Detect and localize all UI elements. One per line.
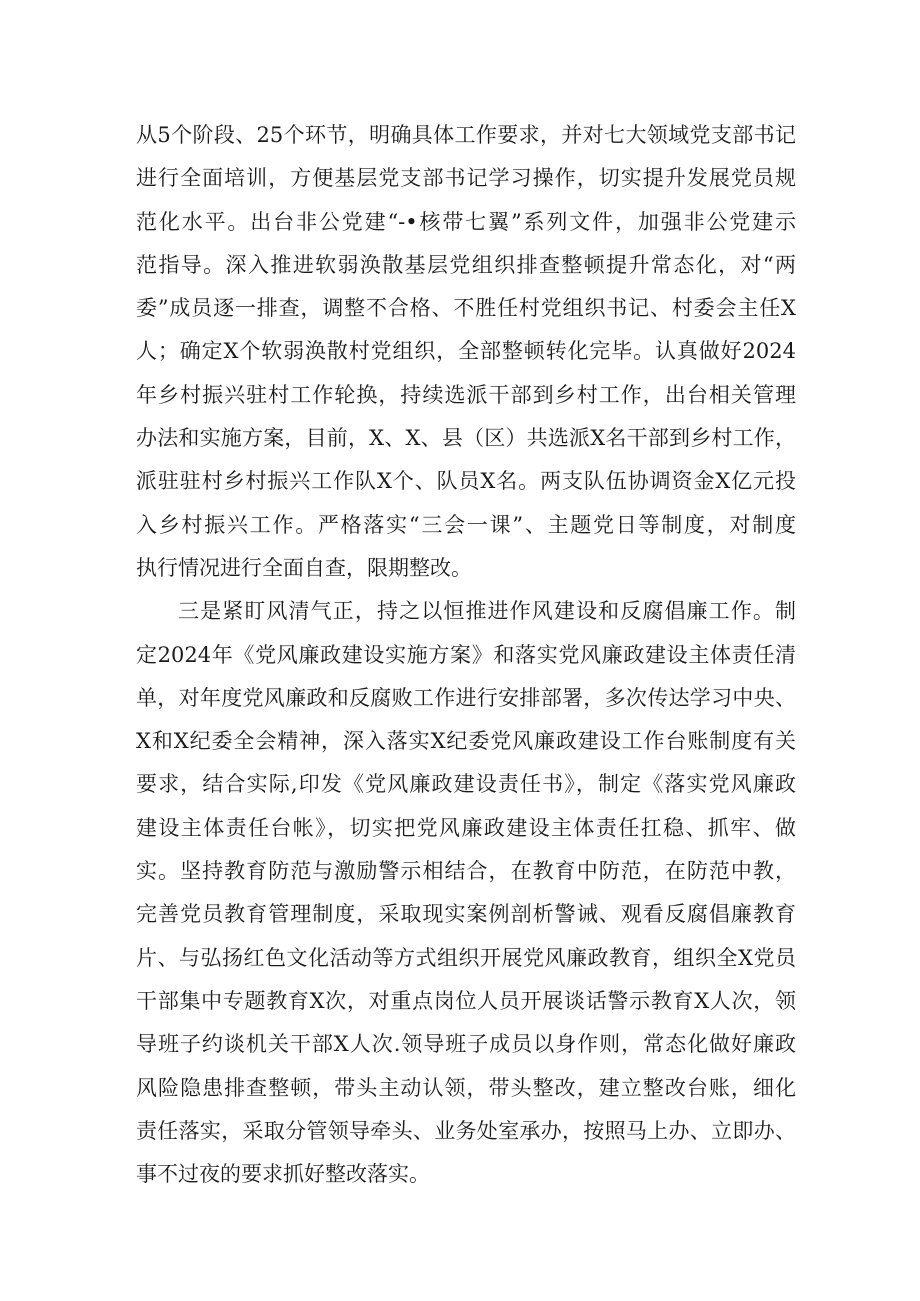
text-line: 完善党员教育管理制度，采取现实案例剖析警诫、观看反腐倡廉教育 [136, 902, 796, 927]
text-line: 事不过夜的要求抓好整改落实。 [136, 1162, 430, 1187]
text-line: 入乡村振兴工作。严格落实“三会一课”、主题党日等制度，对制度 [136, 512, 796, 537]
text-line: 从5个阶段、25个环节，明确具体工作要求，并对七大领域党支部书记 [136, 123, 796, 147]
text-line: 范化水平。出台非公党建“-•核带七翼”系列文件，加强非公党建示 [136, 209, 796, 234]
text-line: 执行情况进行全面自查，限期整改。 [136, 555, 472, 580]
paragraph-1 [136, 114, 796, 590]
text-line: 实。坚持教育防范与激励警示相结合，在教育中防范，在防范中教， [136, 859, 796, 884]
text-line: 定2024年《党风廉政建设实施方案》和落实党风廉政建设主体责任清 [136, 642, 796, 667]
text-line: X和X纪委全会精神，深入落实X纪委党风廉政建设工作台账制度有关 [136, 729, 796, 754]
text-line: 责任落实，采取分管领导牵头、业务处室承办，按照马上办、立即办、 [136, 1118, 796, 1143]
text-line: 委”成员逐一排查，调整不合格、不胜任村党组织书记、村委会主任X [136, 296, 796, 321]
text-line: 风险隐患排查整顿，带头主动认领，带头整改，建立整改台账，细化 [136, 1075, 796, 1100]
text-line: 要求，结合实际,印发《党风廉政建设责任书》，制定《落实党风廉政 [136, 772, 796, 797]
text-line: 人；确定X个软弱涣散村党组织，全部整顿转化完毕。认真做好2024 [136, 339, 796, 364]
text-line: 导班子约谈机关干部X人次.领导班子成员以身作则，常态化做好廉政 [136, 1032, 796, 1057]
paragraph-2 [136, 590, 796, 1196]
text-line: 单，对年度党风廉政和反腐败工作进行安排部署，多次传达学习中央、 [136, 685, 796, 710]
text-line: 派驻驻村乡村振兴工作队X个、队员X名。两支队伍协调资金X亿元投 [136, 469, 796, 494]
text-line: 三是紧盯风清气正，持之以恒推进作风建设和反腐倡廉工作。制 [178, 599, 796, 624]
text-line: 建设主体责任台帐》，切实把党风廉政建设主体责任扛稳、抓牢、做 [136, 815, 796, 840]
text-line: 干部集中专题教育X次，对重点岗位人员开展谈话警示教育X人次，领 [136, 988, 796, 1013]
text-line: 范指导。深入推进软弱涣散基层党组织排查整顿提升常态化，对“两 [136, 252, 796, 277]
body-text [136, 114, 796, 1196]
text-line: 进行全面培训，方便基层党支部书记学习操作，切实提升发展党员规 [136, 166, 796, 191]
text-line: 办法和实施方案，目前，X、X、县（区）共选派X名干部到乡村工作， [136, 426, 796, 451]
text-line: 片、与弘扬红色文化活动等方式组织开展党风廉政教育，组织全X党员 [136, 945, 796, 970]
text-line: 年乡村振兴驻村工作轮换，持续选派干部到乡村工作，出台相关管理 [136, 382, 796, 407]
